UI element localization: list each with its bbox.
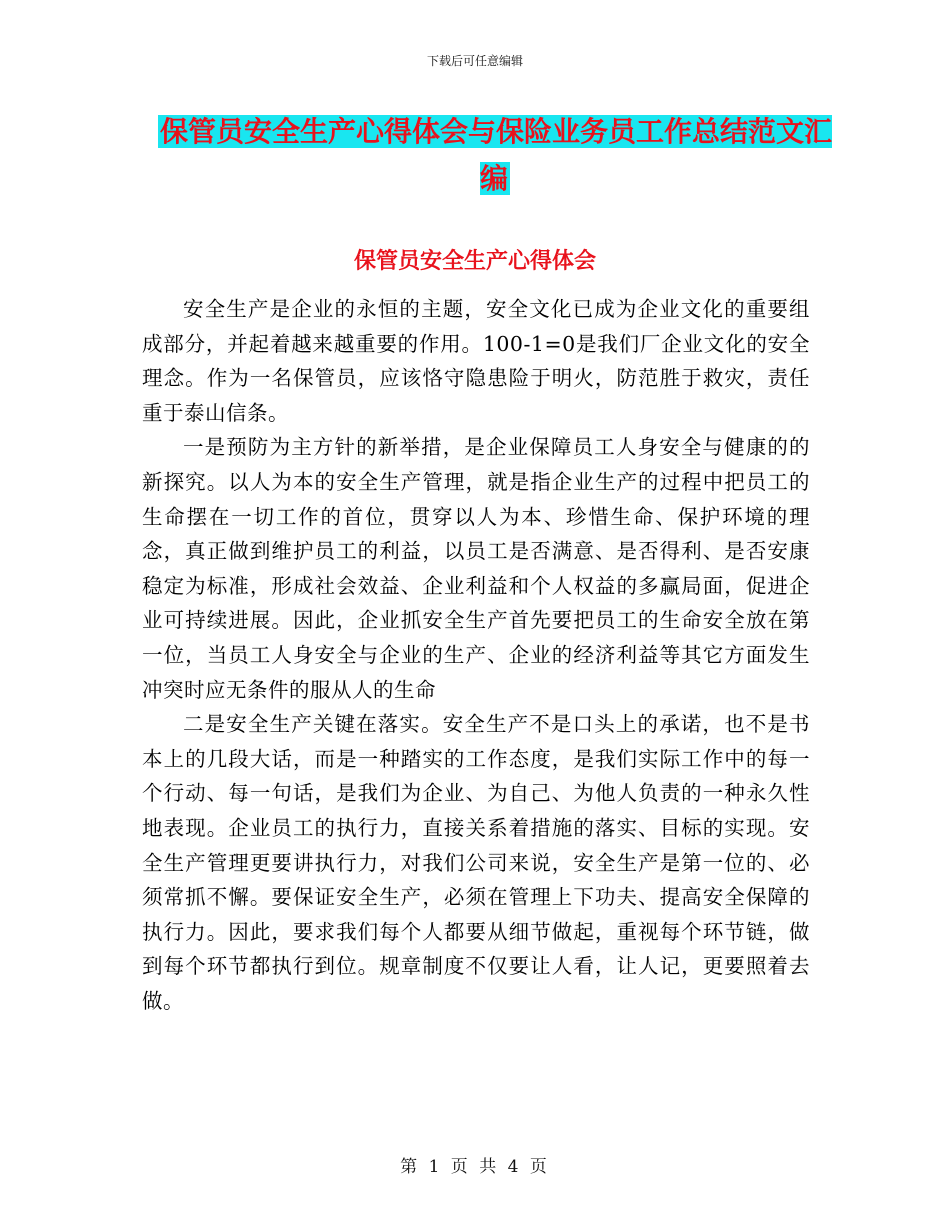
page-footer: 第 1 页 共 4 页 [400,1157,550,1177]
document-title-text: 保管员安全生产心得体会与保险业务员工作总结范文汇编 [159,115,832,195]
paragraph: 一是预防为主方针的新举措，是企业保障员工人身安全与健康的的新探究。以人为本的安全生产管理，就是指企业生产的过程中把员工的生命摆在一切工作的首位，贯穿以人为本、珍惜生命、保护环境的理念，真正做到维护员工的利益，以员工是否满意、是否得利、是否安康稳定为标准，形成社会效益、企业利益和个人权益的多赢局面，促进企业可持续进展。因此，企业抓安全生产首先要把员工的生命安全放在第一位，当员工人身安全与企业的生产、企业的经济利益等其它方面发生冲突时应无条件的服从人的生命 [142,435,810,702]
page-header-note: 下载后可任意编辑 [426,54,523,68]
paragraph: 二是安全生产关键在落实。安全生产不是口头上的承诺，也不是书本上的几段大话，而是一种踏实的工作态度，是我们实际工作中的每一个行动、每一句话，是我们为企业、为自己、为他人负责的一种永久性地表现。企业员工的执行力，直接关系着措施的落实、目标的实现。安全生产管理更要讲执行力，对我们公司来说，安全生产是第一位的、必须常抓不懈。要保证安全生产，必须在管理上下功夫、提高安全保障的执行力。因此，要求我们每个人都要从细节做起，重视每个环节链，做到每个环节都执行到位。规章制度不仅要让人看，让人记，更要照着去做。 [142,712,810,1013]
document-body [142,292,810,1018]
paragraph: 安全生产是企业的永恒的主题，安全文化已成为企业文化的重要组成部分，并起着越来越重要的作用。100-1=0是我们厂企业文化的安全理念。作为一名保管员，应该恪守隐患险于明火，防范胜于救灾，责任重于泰山信条。 [142,297,810,425]
document-title [150,108,840,202]
section-title: 保管员安全生产心得体会 [353,249,596,274]
